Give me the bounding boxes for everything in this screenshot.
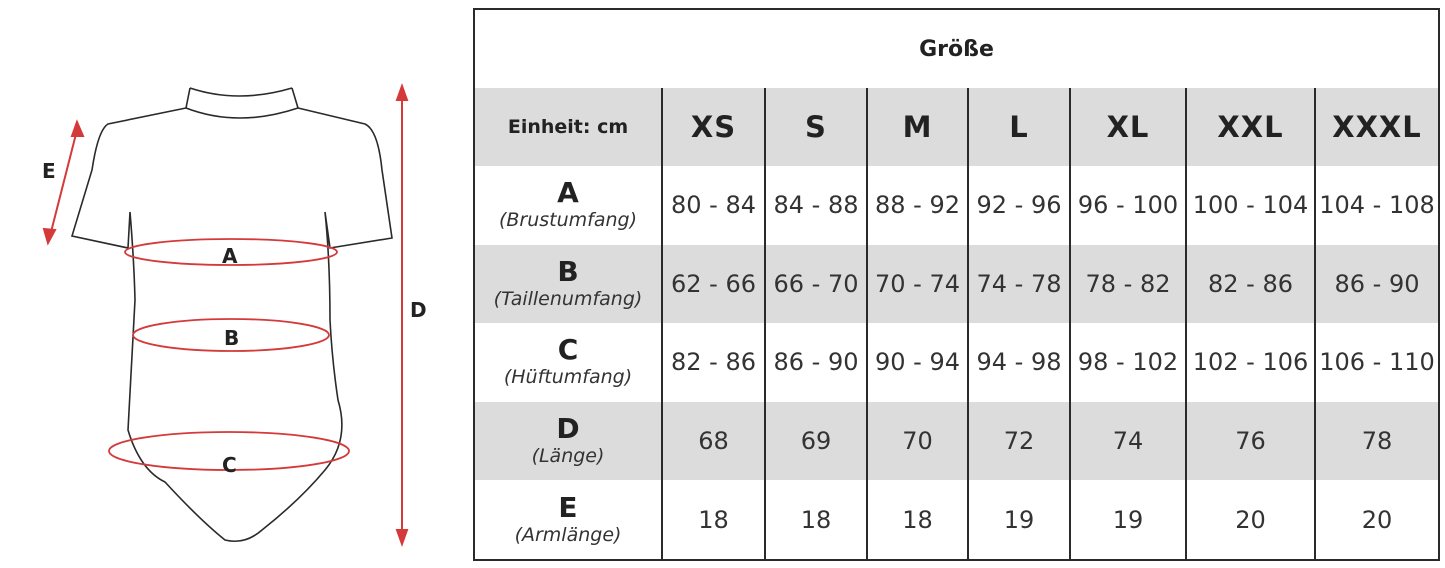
label-e: E xyxy=(42,159,56,183)
table-cell: 18 xyxy=(662,480,765,560)
table-cell: 76 xyxy=(1186,402,1315,481)
size-header-m: M xyxy=(867,88,968,166)
label-c: C xyxy=(222,453,237,477)
measurement-letter: C xyxy=(557,333,579,367)
table-cell: 94 - 98 xyxy=(968,323,1070,402)
table-cell: 69 xyxy=(765,402,867,481)
size-chart-table xyxy=(473,8,1440,561)
table-cell: 78 xyxy=(1315,402,1439,481)
table-cell: 20 xyxy=(1361,505,1393,534)
table-row xyxy=(474,166,1439,245)
measurement-cell-d xyxy=(474,402,662,481)
table-cell: 19 xyxy=(968,480,1070,560)
table-cell: 96 - 100 xyxy=(1070,166,1186,245)
table-cell: 98 - 102 xyxy=(1070,323,1186,402)
table-cell: 70 xyxy=(867,402,968,481)
table-cell: 78 - 82 xyxy=(1070,245,1186,324)
label-a: A xyxy=(222,244,238,268)
table-cell: 74 xyxy=(1070,402,1186,481)
label-b: B xyxy=(224,326,240,350)
label-d: D xyxy=(410,298,427,322)
measurement-name: (Taillenumfang) xyxy=(493,287,643,310)
measurement-letter: D xyxy=(556,412,580,446)
table-cell: 102 - 106 xyxy=(1186,323,1315,402)
table-cell: 92 - 96 xyxy=(968,166,1070,245)
measurement-cell-e xyxy=(474,480,662,560)
table-cell: 84 - 88 xyxy=(765,166,867,245)
table-cell: 68 xyxy=(662,402,765,481)
measurement-letter: E xyxy=(558,490,578,524)
table-cell: 104 - 108 xyxy=(1319,191,1435,220)
table-cell: 70 - 74 xyxy=(867,245,968,324)
table-cell: 90 - 94 xyxy=(867,323,968,402)
table-cell: 66 - 70 xyxy=(765,245,867,324)
measurement-letter: A xyxy=(557,176,579,210)
size-header-l: L xyxy=(968,88,1070,166)
table-cell: 18 xyxy=(765,480,867,560)
size-header-xl: XL xyxy=(1070,88,1186,166)
table-cell: 88 - 92 xyxy=(867,166,968,245)
table-cell: 19 xyxy=(1070,480,1186,560)
measurement-letter: B xyxy=(557,254,579,288)
size-header-xs: XS xyxy=(662,88,765,166)
table-cell: 82 - 86 xyxy=(662,323,765,402)
size-header-s: S xyxy=(765,88,867,166)
arrow-d xyxy=(397,86,407,544)
table-cell: 100 - 104 xyxy=(1186,166,1315,245)
table-row xyxy=(474,245,1439,324)
table-row xyxy=(474,402,1439,481)
table-row xyxy=(474,323,1439,402)
table-title: Größe xyxy=(474,9,1439,88)
measurement-name: (Hüftumfang) xyxy=(503,366,633,389)
measurement-cell-b xyxy=(474,245,662,324)
unit-header: Einheit: cm xyxy=(474,88,662,166)
table-cell: 20 xyxy=(1186,480,1315,560)
table-title-row xyxy=(474,9,1439,88)
table-cell: 72 xyxy=(968,402,1070,481)
measurement-name: (Armlänge) xyxy=(514,523,622,546)
table-row xyxy=(474,480,1439,560)
table-cell: 86 - 90 xyxy=(1315,245,1439,324)
size-header-xxl: XXL xyxy=(1186,88,1315,166)
table-header-row xyxy=(474,88,1439,166)
table-cell: 62 - 66 xyxy=(662,245,765,324)
measurement-name: (Brustumfang) xyxy=(498,209,638,232)
bodysuit-measurement-diagram xyxy=(0,0,460,568)
table-cell: 80 - 84 xyxy=(662,166,765,245)
table-cell: 86 - 90 xyxy=(765,323,867,402)
table-cell: 18 xyxy=(867,480,968,560)
table-cell: 106 - 110 xyxy=(1319,348,1435,377)
measurement-rings xyxy=(109,239,349,470)
measurement-cell-a xyxy=(474,166,662,245)
table-cell: 74 - 78 xyxy=(968,245,1070,324)
measurement-cell-c xyxy=(474,323,662,402)
table-cell: 82 - 86 xyxy=(1186,245,1315,324)
size-header-xxxl: XXXL xyxy=(1315,88,1439,166)
measurement-name: (Länge) xyxy=(531,445,605,468)
